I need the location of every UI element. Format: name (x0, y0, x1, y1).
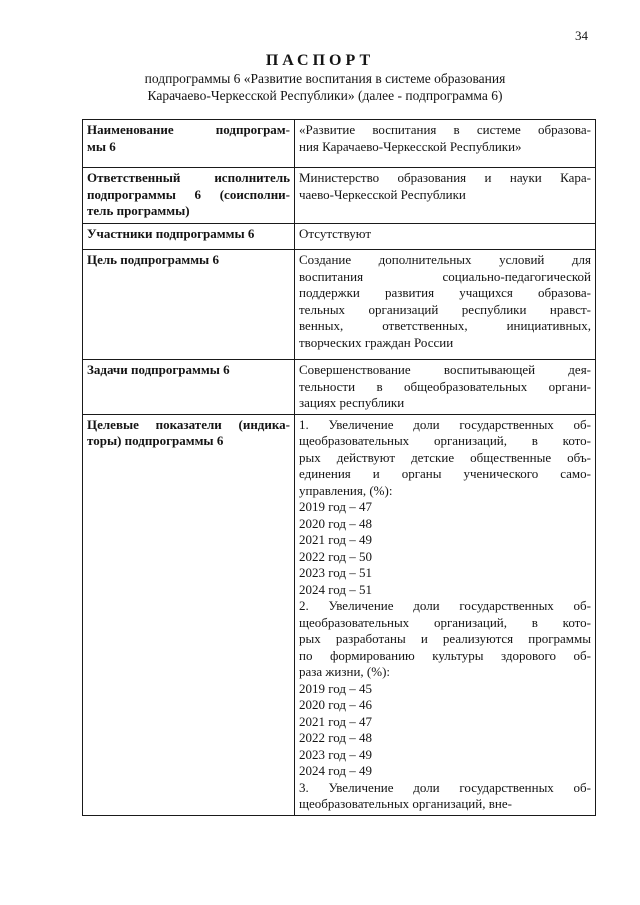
row-value-line: Создание дополнительных условий для (299, 252, 591, 267)
row-value-line: щеобразовательных организаций, в кото- (299, 433, 591, 448)
table-row (83, 120, 596, 168)
table-row (83, 414, 596, 815)
row-value-line: 2022 год – 50 (299, 548, 372, 564)
row-value-line: Совершенствование воспитывающей дея- (299, 362, 591, 377)
table-row (83, 168, 596, 224)
row-value-line: 2021 год – 49 (299, 532, 372, 547)
row-value-line: 1. Увеличение доли государственных об- (299, 416, 591, 432)
row-label (83, 250, 295, 360)
row-value-line: 2020 год – 48 (299, 515, 372, 531)
row-value (295, 414, 596, 815)
row-label (83, 168, 295, 224)
row-value-line: 2021 год – 47 (299, 713, 372, 729)
row-label-line: Цель подпрограммы 6 (87, 252, 219, 267)
row-value-line: венных, ответственных, инициативных, (299, 318, 591, 333)
row-label (83, 414, 295, 815)
row-value-line: Отсутствуют (299, 226, 372, 241)
row-value-line: 2. Увеличение доли государственных об- (299, 598, 591, 613)
subtitle-line-1: подпрограммы 6 «Развитие воспитания в системе образования (144, 71, 506, 86)
row-label (83, 360, 295, 415)
row-value-line: щеобразовательных организаций, вне- (299, 796, 512, 811)
passport-table-body (83, 120, 596, 816)
row-value-line: 3. Увеличение доли государственных об- (299, 779, 591, 795)
table-row (83, 360, 596, 415)
row-value (295, 120, 596, 168)
row-value-line: рых разработаны и реализуются программы (299, 631, 591, 646)
row-value-line: управления, (%): (299, 482, 393, 498)
row-label-line: Наименование подпрограм- (87, 122, 290, 137)
row-label-line: торы) подпрограммы 6 (87, 433, 224, 448)
row-label-line: подпрограммы 6 (соисполни- (87, 186, 290, 202)
row-value-line: 2023 год – 51 (299, 565, 372, 580)
row-label-line: Задачи подпрограммы 6 (87, 362, 230, 377)
row-value-line: единения и органы ученического само- (299, 466, 591, 481)
table-row (83, 250, 596, 360)
row-value (295, 168, 596, 224)
table-row (83, 224, 596, 250)
row-value-line: ния Карачаево-Черкесской Республики» (299, 138, 522, 154)
row-label (83, 224, 295, 250)
passport-table (82, 119, 596, 816)
row-value-line: зациях республики (299, 395, 405, 410)
subtitle-line-2: Карачаево-Черкесской Республики» (далее - подпрограмма 6) (147, 88, 503, 103)
row-label-line: мы 6 (87, 138, 116, 154)
row-value-line: творческих граждан России (299, 334, 454, 350)
row-value (295, 250, 596, 360)
row-label-line: Целевые показатели (индика- (87, 416, 290, 432)
row-value-line: воспитания социально-педагогической (299, 268, 591, 284)
row-value-line: чаево-Черкесской Республики (299, 186, 466, 202)
row-value-line: 2019 год – 47 (299, 499, 372, 514)
document-subtitle (80, 70, 570, 104)
row-value-line: тельности в общеобразовательных органи- (299, 378, 591, 394)
row-label-line: тель программы) (87, 203, 190, 218)
row-label-line: Участники подпрограммы 6 (87, 226, 255, 241)
row-value-line: 2022 год – 48 (299, 730, 372, 745)
row-value-line: раза жизни, (%): (299, 664, 391, 679)
row-value-line: 2020 год – 46 (299, 697, 372, 712)
row-value-line: 2019 год – 45 (299, 680, 372, 696)
row-value-line: «Развитие воспитания в системе образова- (299, 122, 591, 137)
row-value-line: тельных организаций республики нравст- (299, 301, 591, 317)
row-value-line: рых действуют детские общественные объ- (299, 449, 591, 465)
row-label-line: Ответственный исполнитель (87, 170, 290, 185)
document-title: ПАСПОРТ (265, 52, 375, 69)
row-value-line: щеобразовательных организаций, в кото- (299, 614, 591, 630)
row-value (295, 360, 596, 415)
row-label (83, 120, 295, 168)
row-value-line: 2024 год – 49 (299, 763, 372, 778)
row-value-line: поддержки развития учащихся образова- (299, 285, 591, 300)
page-number: 34 (575, 28, 588, 43)
row-value-line: 2024 год – 51 (299, 581, 372, 597)
row-value-line: Министерство образования и науки Кара- (299, 170, 591, 185)
row-value-line: по формированию культуры здорового об- (299, 647, 591, 663)
row-value (295, 224, 596, 250)
row-value-line: 2023 год – 49 (299, 746, 372, 762)
